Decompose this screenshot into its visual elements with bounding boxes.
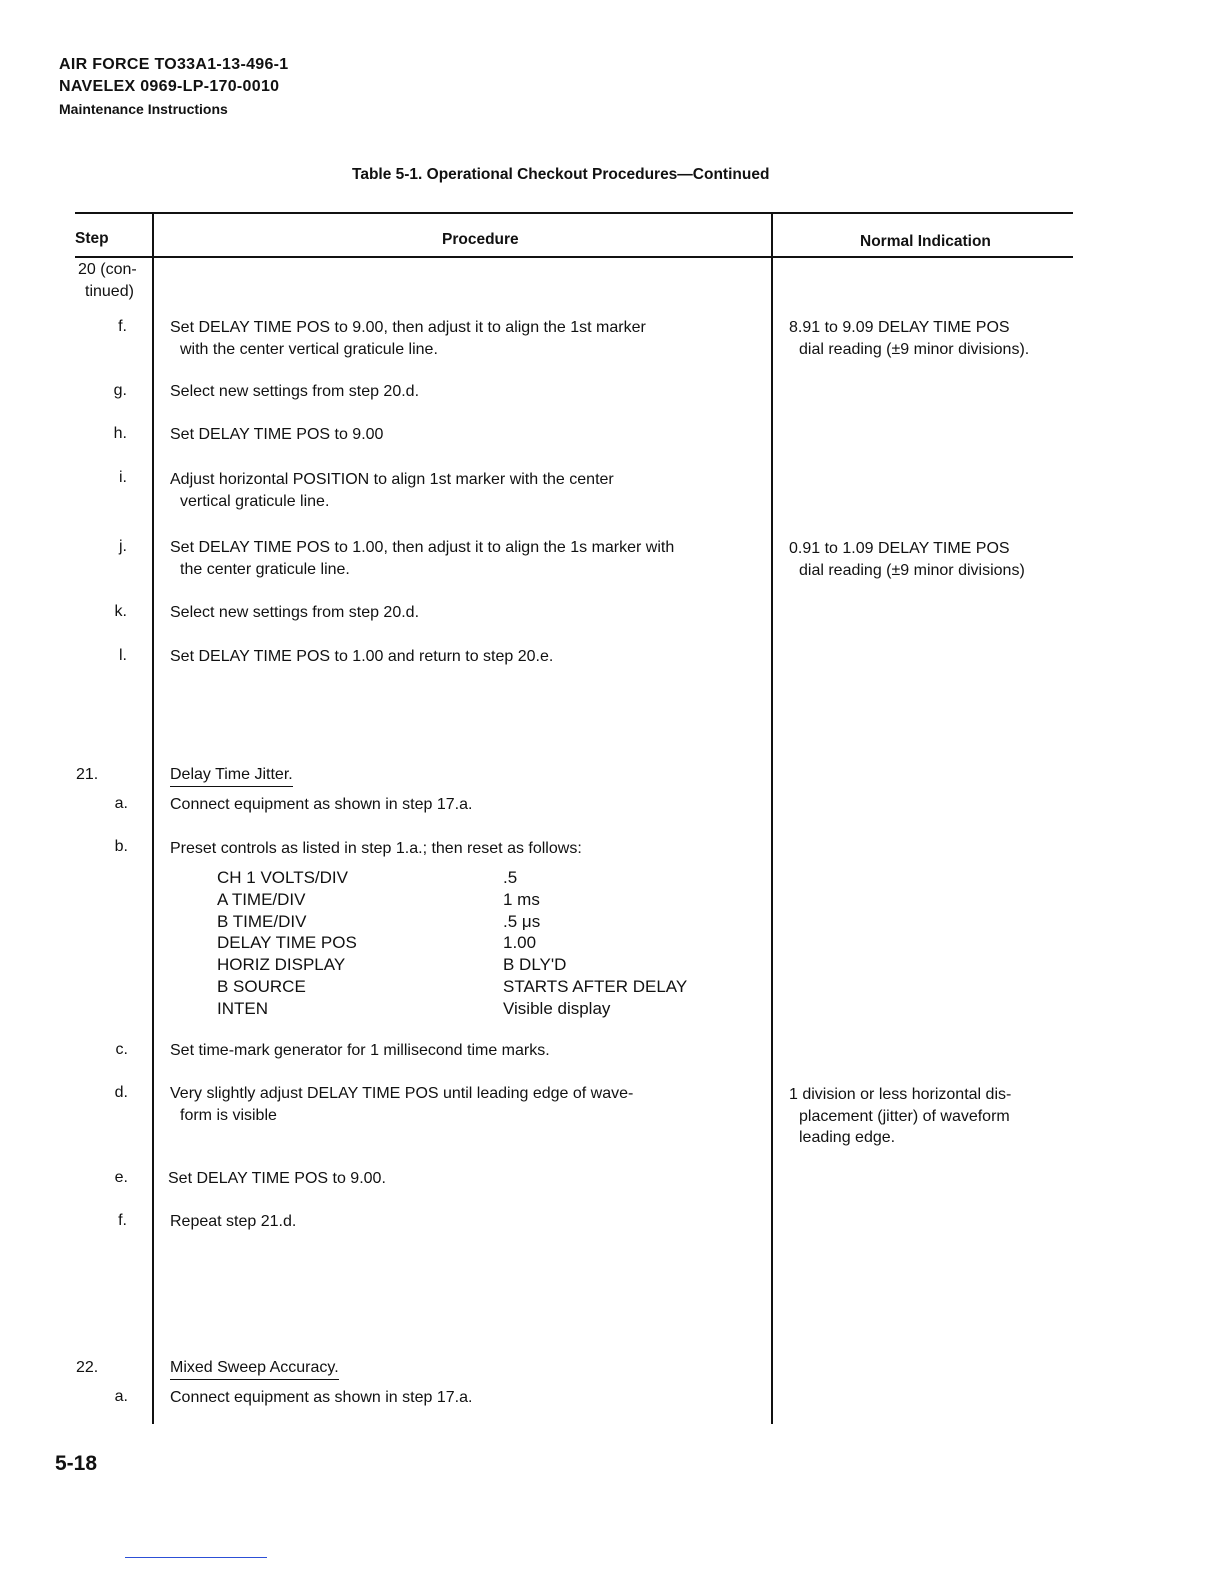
page-number: 5-18 <box>55 1452 98 1475</box>
step-20-label: 20 (con- tinued) <box>78 261 137 300</box>
step-20g-label: g. <box>113 382 127 399</box>
column-divider-normal <box>771 212 773 1424</box>
step-21e-procedure: Set DELAY TIME POS to 9.00. <box>168 1170 386 1187</box>
step-22-title: Mixed Sweep Accuracy. <box>170 1357 339 1379</box>
step-20j-normal-indication: 0.91 to 1.09 DELAY TIME POS dial reading (±9 minor divisions) <box>789 540 1025 579</box>
setting-row: DELAY TIME POS 1.00 <box>217 933 537 953</box>
step-21a-procedure: Connect equipment as shown in step 17.a. <box>170 796 473 813</box>
column-header-procedure: Procedure <box>442 231 519 248</box>
step-21d-label: d. <box>114 1084 128 1101</box>
setting-row: INTEN Visible display <box>217 998 611 1018</box>
document-header <box>59 54 289 120</box>
step-20g-procedure: Select new settings from step 20.d. <box>170 383 420 400</box>
step-20i-procedure: Adjust horizontal POSITION to align 1st marker with the center vertical graticule line. <box>170 471 614 510</box>
step-21-title: Delay Time Jitter. <box>170 764 293 786</box>
step-22-label: 22. <box>76 1359 99 1376</box>
step-21a-label: a. <box>114 795 128 812</box>
step-21b-label: b. <box>114 838 128 855</box>
step-20h-procedure: Set DELAY TIME POS to 9.00 <box>170 426 384 443</box>
table-title: Table 5-1. Operational Checkout Procedures—Continued <box>352 166 770 183</box>
step-20f-normal-indication: 8.91 to 9.09 DELAY TIME POS dial reading (±9 minor divisions). <box>789 319 1030 358</box>
header-air-force-number: AIR FORCE TO33A1-13-496-1 <box>59 56 289 73</box>
step-20k-label: k. <box>114 603 127 620</box>
setting-row: HORIZ DISPLAY B DLY'D <box>217 955 567 975</box>
step-21c-procedure: Set time-mark generator for 1 millisecond time marks. <box>170 1042 550 1059</box>
step-20l-label: l. <box>119 647 127 664</box>
step-21b-procedure: Preset controls as listed in step 1.a.; then reset as follows: <box>170 840 582 857</box>
column-header-step: Step <box>75 230 109 247</box>
step-21c-label: c. <box>115 1041 128 1058</box>
step-21f-label: f. <box>118 1212 127 1229</box>
column-header-normal-indication: Normal Indication <box>860 233 991 250</box>
step-21d-procedure: Very slightly adjust DELAY TIME POS until leading edge of wave- form is visible <box>170 1085 634 1124</box>
step-20i-label: i. <box>119 469 127 486</box>
step-20l-procedure: Set DELAY TIME POS to 1.00 and return to step 20.e. <box>170 648 554 665</box>
step-21-label: 21. <box>76 766 99 783</box>
setting-row: CH 1 VOLTS/DIV .5 <box>217 868 518 887</box>
step-20j-procedure: Set DELAY TIME POS to 1.00, then adjust it to align the 1s marker with the center graticule line. <box>170 539 675 578</box>
setting-row: B SOURCE STARTS AFTER DELAY <box>217 976 688 996</box>
step-21d-normal-indication: 1 division or less horizontal dis- placement (jitter) of waveform leading edge. <box>789 1086 1012 1146</box>
step-20h-label: h. <box>113 425 127 442</box>
step-21e-label: e. <box>114 1169 128 1186</box>
table-header-rule <box>75 256 1073 258</box>
step-20f-procedure: Set DELAY TIME POS to 9.00, then adjust it to align the 1st marker with the center vertical graticule line. <box>170 319 646 358</box>
column-divider-step <box>152 212 154 1424</box>
step-20k-procedure: Select new settings from step 20.d. <box>170 604 420 621</box>
table-top-rule <box>75 212 1073 214</box>
step-20f-label: f. <box>118 318 127 335</box>
control-settings-list <box>217 867 687 1020</box>
header-navelex-number: NAVELEX 0969-LP-170-0010 <box>59 78 280 95</box>
step-22a-procedure: Connect equipment as shown in step 17.a. <box>170 1389 473 1406</box>
header-section: Maintenance Instructions <box>59 101 228 117</box>
step-21f-procedure: Repeat step 21.d. <box>170 1213 297 1230</box>
step-20j-label: j. <box>119 538 127 555</box>
setting-row: A TIME/DIV 1 ms <box>217 889 540 909</box>
footer-divider <box>125 1557 267 1558</box>
setting-row: B TIME/DIV .5 μs <box>217 911 541 931</box>
step-22a-label: a. <box>114 1388 128 1405</box>
